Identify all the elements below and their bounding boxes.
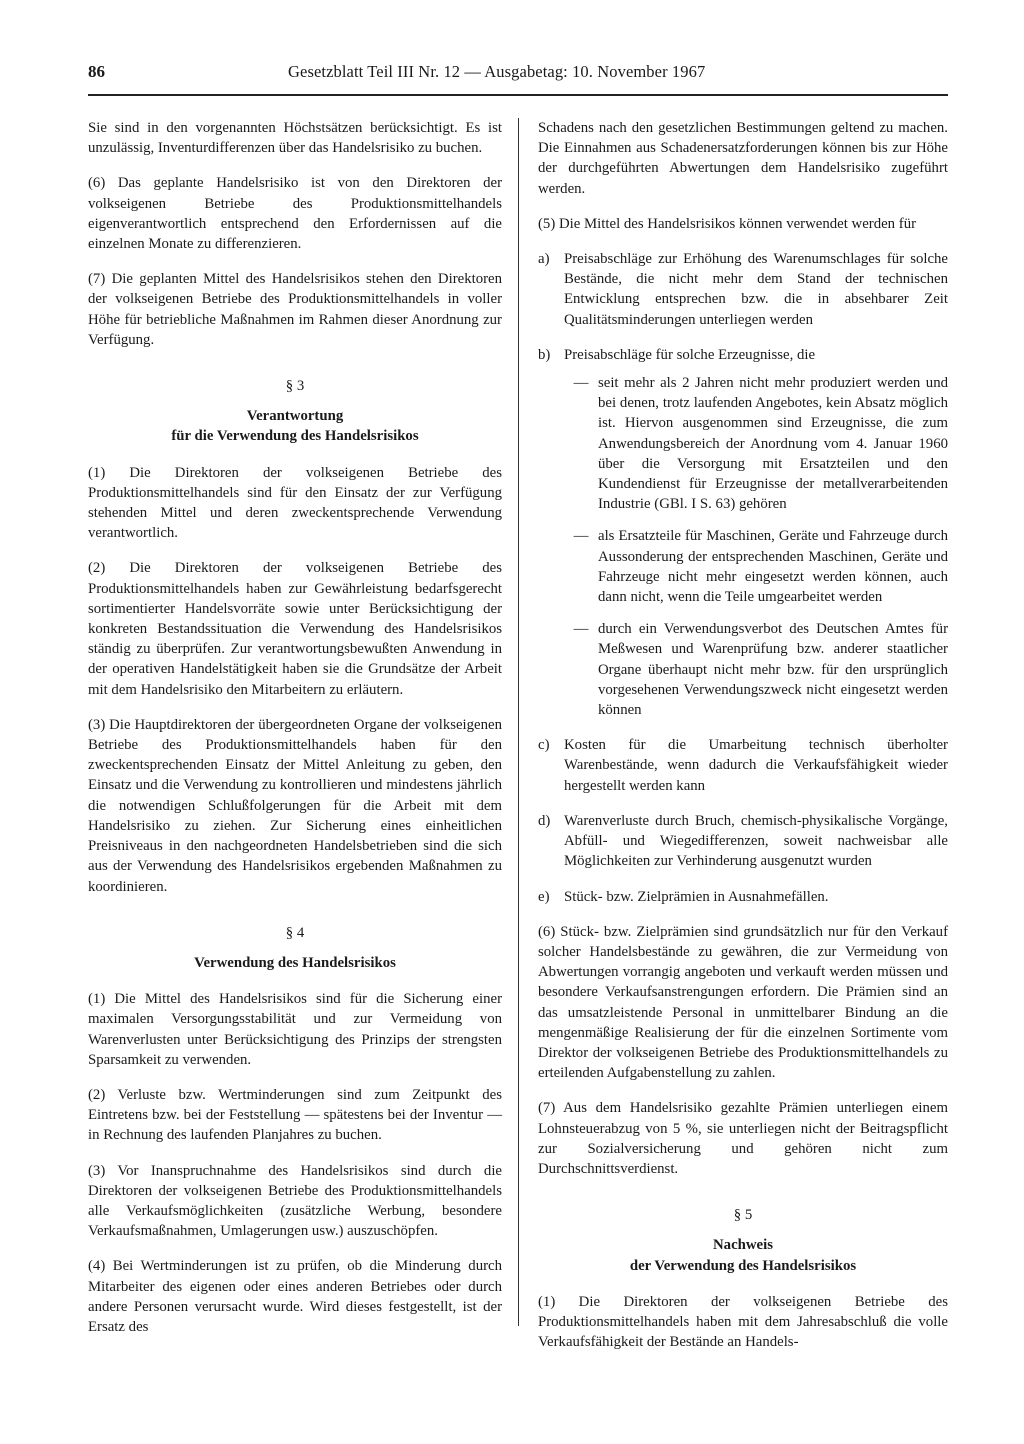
list-text: Stück- bzw. Zielprämien in Ausnahmefällen. bbox=[564, 888, 829, 905]
list-label: c) bbox=[538, 737, 550, 754]
section-title: Verantwortung bbox=[246, 408, 344, 425]
section-heading-3 bbox=[88, 376, 502, 447]
left-column bbox=[88, 118, 502, 1352]
sub-list-item bbox=[564, 526, 948, 607]
section-title: der Verwendung des Handelsrisikos bbox=[629, 1257, 857, 1274]
list-item bbox=[538, 735, 948, 796]
paragraph: (3) Vor Inanspruchnahme des Handelsrisikos sind durch die Direktoren der volkseigenen Betriebe des Produktionsmittelhandels alle Verkaufsmöglichkeiten (zusätzliche Werbung, besondere Verkaufsmaßnahmen, Umlagerungen usw.) auszuschöpfen. bbox=[88, 1162, 502, 1240]
section-heading-4 bbox=[88, 923, 502, 973]
section-title: Nachweis bbox=[712, 1237, 773, 1254]
page-header bbox=[88, 62, 948, 96]
list-text: Kosten für die Umarbeitung technisch überholter Warenbestände, wenn dadurch die Verkaufsfähigkeit wieder hergestellt werden kann bbox=[564, 737, 948, 794]
section-title: Verwendung des Handelsrisikos bbox=[194, 954, 396, 971]
paragraph: Schadens nach den gesetzlichen Bestimmungen geltend zu machen. Die Einnahmen aus Schadenersatzforderungen können bis zur Höhe der durchgeführten Abwertungen dem Handelsrisiko zugeführt werden. bbox=[538, 120, 948, 197]
running-head: Gesetzblatt Teil III Nr. 12 — Ausgabetag: 10. November 1967 bbox=[288, 62, 706, 81]
list-item bbox=[538, 249, 948, 330]
sub-list bbox=[564, 373, 948, 720]
list-label: d) bbox=[538, 812, 551, 829]
list-text: Warenverluste durch Bruch, chemisch-physikalische Vorgänge, Abfüll- und Wiegedifferenzen, soweit nachweisbar alle Möglichkeiten zur Verhinderung ausgenutzt wurden bbox=[564, 812, 948, 870]
sub-list-item bbox=[564, 373, 948, 514]
dash-marker: — bbox=[573, 528, 589, 545]
section-number: § 4 bbox=[285, 924, 305, 941]
section-number: § 5 bbox=[733, 1207, 753, 1224]
list-label: a) bbox=[538, 251, 550, 268]
paragraph: (1) Die Direktoren der volkseigenen Betriebe des Produktionsmittelhandels sind für den Einsatz der zur Verfügung stehenden Mittel und deren zweckentsprechende Verwendung verantwortlich. bbox=[88, 464, 502, 542]
paragraph: (7) Die geplanten Mittel des Handelsrisikos stehen den Direktoren der volkseigenen Betriebe des Produktionsmittelhandels in voller Höhe für betriebliche Maßnahmen im Rahmen dieser Anordnung zur Verfügung. bbox=[88, 271, 502, 348]
list-label: e) bbox=[538, 888, 550, 905]
paragraph: (4) Bei Wertminderungen ist zu prüfen, ob die Minderung durch Mitarbeiter des eigenen oder eines anderen Betriebes oder durch andere Personen verursacht wurde. Wird dieses festgestellt, ist der Ersatz des bbox=[88, 1258, 502, 1335]
column-divider bbox=[518, 118, 519, 1326]
paragraph: (2) Die Direktoren der volkseigenen Betriebe des Produktionsmittelhandels haben zur Gewährleistung bedarfsgerecht sortimentierter Handelsvorräte sowie unter Berücksichtigung der konkreten Bestandssituation die Verwendung des Handelsrisikos ständig zu überprüfen. Zur verantwortungsbewußten Anwendung in der operativen Handelstätigkeit haben sie die Grundsätze der Arbeit mit dem Handelsrisiko den Mitarbeitern zu erläutern. bbox=[88, 560, 502, 698]
page-number: 86 bbox=[88, 62, 105, 81]
paragraph: Sie sind in den vorgenannten Höchstsätzen berücksichtigt. Es ist unzulässig, Inventurdifferenzen über das Handelsrisiko zu buchen. bbox=[88, 120, 502, 157]
right-column bbox=[538, 118, 948, 1367]
paragraph: (2) Verluste bzw. Wertminderungen sind zum Zeitpunkt des Eintretens bzw. bei der Feststellung — spätestens bei der Inventur — in Rechnung des laufenden Planjahres zu buchen. bbox=[88, 1086, 502, 1144]
list-item bbox=[538, 345, 948, 365]
list-text: als Ersatzteile für Maschinen, Geräte und Fahrzeuge durch Aussonderung der entsprechenden Maschinen, Geräte und Fahrzeuge nicht mehr eingesetzt werden können, auch dann nicht, wenn die Teile umgearbeitet werden bbox=[598, 528, 948, 606]
paragraph: (1) Die Mittel des Handelsrisikos sind für die Sicherung einer maximalen Versorgungsstabilität und zur Vermeidung von Warenverlusten unter Berücksichtigung des Prinzips der strengsten Sparsamkeit zu verwenden. bbox=[88, 991, 502, 1068]
list-item bbox=[538, 887, 948, 907]
list-item bbox=[538, 811, 948, 872]
list-text: seit mehr als 2 Jahren nicht mehr produziert werden und bei denen, trotz laufenden Angebotes, kein Absatz möglich ist. Hiervon ausgenommen sind Erzeugnisse, die zum Anwendungsbereich der Anordnung vom 4. Januar 1960 über die Versorgung mit Ersatzteilen und den Kundendienst für Erzeugnisse der metallverarbeitenden Industrie (GBl. I S. 63) gehören bbox=[598, 375, 948, 513]
sub-list-item bbox=[564, 619, 948, 720]
list-text: Preisabschläge für solche Erzeugnisse, die bbox=[564, 346, 816, 363]
list-text: Preisabschläge zur Erhöhung des Warenumschlages für solche Bestände, die nicht mehr dem Stand der technischen Entwicklung entsprechen bzw. die in absehbarer Zeit Qualitätsminderungen unterliegen werden bbox=[564, 251, 948, 328]
list-label: b) bbox=[538, 346, 551, 363]
list-text: durch ein Verwendungsverbot des Deutschen Amtes für Meßwesen und Warenprüfung bzw. anderer staatlicher Organe überhaupt nicht mehr bzw. für den ursprünglich vorgesehenen Verwendungszweck nicht eingesetzt werden können bbox=[598, 621, 948, 719]
paragraph: (6) Das geplante Handelsrisiko ist von den Direktoren der volkseigenen Betriebe des Produktionsmittelhandels eigenverantwortlich entsprechend den Erfordernissen auf die einzelnen Monate zu differenzieren. bbox=[88, 175, 502, 253]
dash-marker: — bbox=[573, 621, 589, 638]
paragraph: (3) Die Hauptdirektoren der übergeordneten Organe der volkseigenen Betriebe des Produktionsmittelhandels haben für den zweckentsprechenden Einsatz der Mittel Anleitung zu geben, den Einsatz und die Verwendung zu kontrollieren und mindestens jährlich die notwendigen Schlußfolgerungen für die Arbeit mit dem Handelsrisiko zu ziehen. Zur Sicherung eines einheitlichen Preisniveaus in den nachgeordneten Handelsbetrieben sind die sich aus der Verwendung des Handelsrisikos ergebenden Maßnahmen zu koordinieren. bbox=[88, 716, 502, 895]
paragraph: (6) Stück- bzw. Zielprämien sind grundsätzlich nur für den Verkauf solcher Handelsbestände zu gewähren, die zur Vermeidung von Abwertungen vorrangig angeboten und verkauft werden müssen und besondere Verkaufsanstrengungen erfordern. Die Prämien sind an das umsatzleistende Personal in unmittelbarer Bindung an die mengenmäßige Realisierung der für die einzelnen Sortimente vom Direktor der volkseigenen Betriebe des Produktionsmittelhandels zu erteilenden Aufgabenstellung zu zahlen. bbox=[538, 923, 948, 1082]
paragraph: (1) Die Direktoren der volkseigenen Betriebe des Produktionsmittelhandels haben mit dem Jahresabschluß die volle Verkaufsfähigkeit der Bestände an Handels- bbox=[538, 1293, 948, 1351]
paragraph: (7) Aus dem Handelsrisiko gezahlte Prämien unterliegen einem Lohnsteuerabzug von 5 %, sie unterliegen nicht der Beitragspflicht zur Sozialversicherung und gehören nicht zum Durchschnittsverdienst. bbox=[538, 1100, 948, 1177]
paragraph: (5) Die Mittel des Handelsrisikos können verwendet werden für bbox=[538, 215, 917, 232]
dash-marker: — bbox=[573, 375, 589, 392]
section-heading-5 bbox=[538, 1205, 948, 1276]
section-title: für die Verwendung des Handelsrisikos bbox=[171, 428, 419, 445]
section-number: § 3 bbox=[285, 378, 305, 395]
